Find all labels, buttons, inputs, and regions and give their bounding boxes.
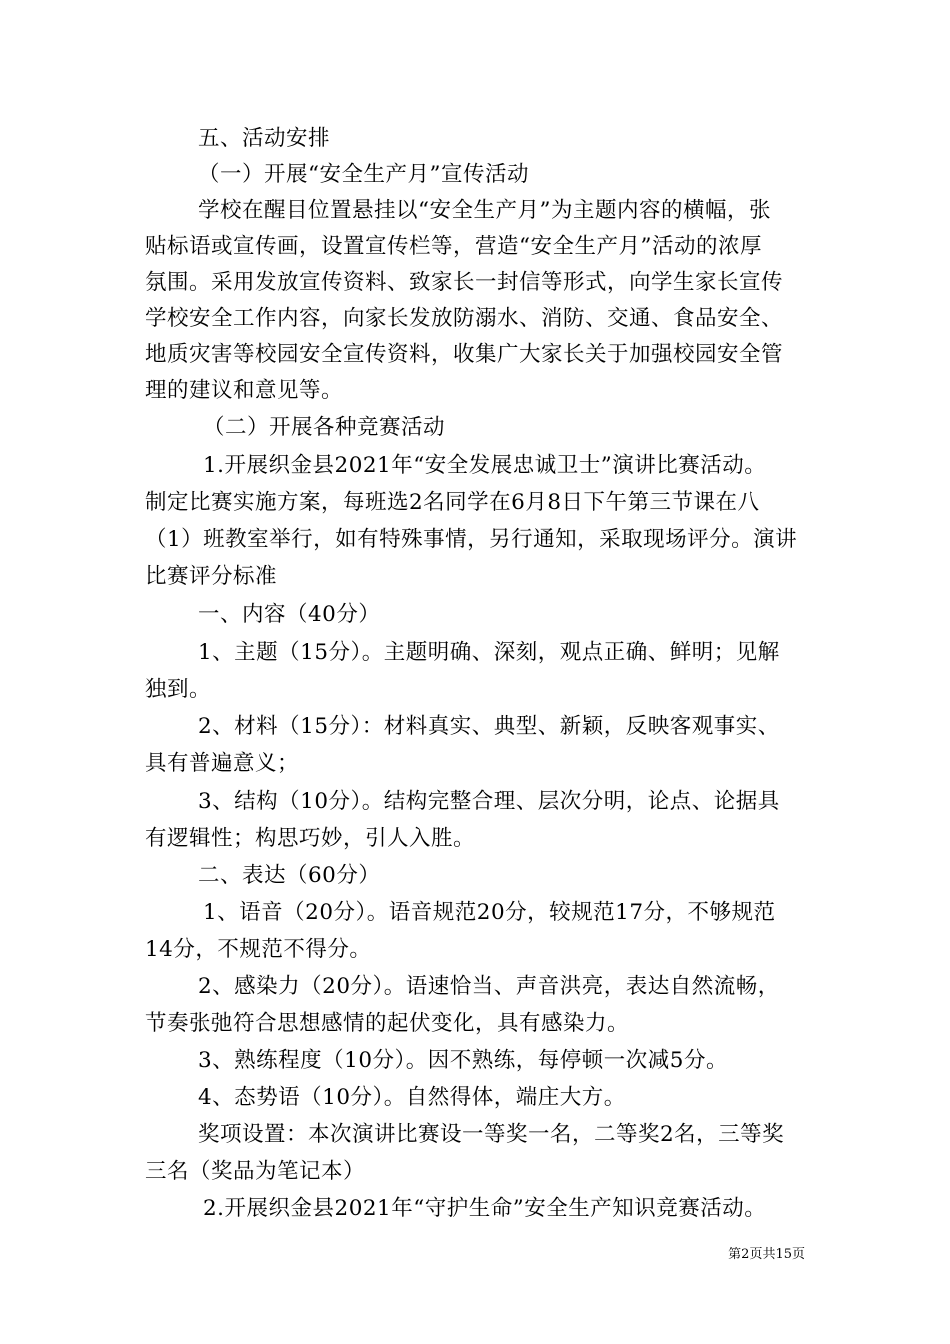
paragraph-line: 学校安全工作内容，向家长发放防溺水、消防、交通、食品安全、 — [145, 306, 784, 331]
criteria-item: 1、语音（20分）。语音规范20分，较规范17分，不够规范 — [203, 900, 776, 925]
criteria-item: 有逻辑性；构思巧妙，引人入胜。 — [145, 826, 476, 851]
paragraph-line: 理的建议和意见等。 — [145, 378, 344, 403]
paragraph-line: 学校在醒目位置悬挂以“安全生产月”为主题内容的横幅，张 — [198, 198, 771, 223]
paragraph-line: 比赛评分标准 — [145, 564, 278, 589]
criteria-item: 独到。 — [145, 677, 212, 702]
paragraph-line: 氛围。采用发放宣传资料、致家长一封信等形式，向学生家长宣传 — [145, 270, 784, 295]
criteria-item: 2、材料（15分）：材料真实、典型、新颖，反映客观事实、 — [198, 714, 780, 739]
criteria-item: 1、主题（15分）。主题明确、深刻，观点正确、鲜明；见解 — [198, 640, 780, 665]
paragraph-line: 1.开展织金县2021年“安全发展忠诚卫士”演讲比赛活动。 — [203, 453, 767, 478]
criteria-item: 具有普遍意义； — [145, 751, 300, 776]
criteria-item: 4、态势语（10分）。自然得体，端庄大方。 — [198, 1085, 626, 1110]
paragraph-line: 奖项设置：本次演讲比赛设一等奖一名，二等奖2名，三等奖 — [198, 1122, 785, 1147]
paragraph-line: 2.开展织金县2021年“守护生命”安全生产知识竞赛活动。 — [203, 1196, 767, 1221]
subsection-heading: （一）开展“安全生产月”宣传活动 — [198, 162, 529, 187]
criteria-item: 2、感染力（20分）。语速恰当、声音洪亮，表达自然流畅， — [198, 974, 780, 999]
paragraph-line: （1）班教室举行，如有特殊事情，另行通知，采取现场评分。演讲 — [145, 527, 798, 552]
paragraph-line: 制定比赛实施方案，每班选2名同学在6月8日下午第三节课在八 — [145, 490, 760, 515]
criteria-heading: 一、内容（40分） — [198, 602, 381, 627]
paragraph-line: 贴标语或宣传画，设置宣传栏等，营造“安全生产月”活动的浓厚 — [145, 234, 762, 259]
criteria-item: 3、熟练程度（10分）。因不熟练，每停顿一次减5分。 — [198, 1048, 728, 1073]
paragraph-line: 三名（奖品为笔记本） — [145, 1159, 366, 1184]
page-number: 第2页共15页 — [728, 1247, 805, 1262]
criteria-item: 节奏张弛符合思想感情的起伏变化，具有感染力。 — [145, 1011, 630, 1036]
criteria-heading: 二、表达（60分） — [198, 863, 381, 888]
criteria-item: 3、结构（10分）。结构完整合理、层次分明，论点、论据具 — [198, 789, 780, 814]
criteria-item: 14分，不规范不得分。 — [145, 937, 372, 962]
subsection-heading: （二）开展各种竞赛活动 — [203, 415, 446, 440]
paragraph-line: 地质灾害等校园安全宣传资料，收集广大家长关于加强校园安全管 — [145, 342, 784, 367]
section-heading: 五、活动安排 — [198, 126, 331, 151]
